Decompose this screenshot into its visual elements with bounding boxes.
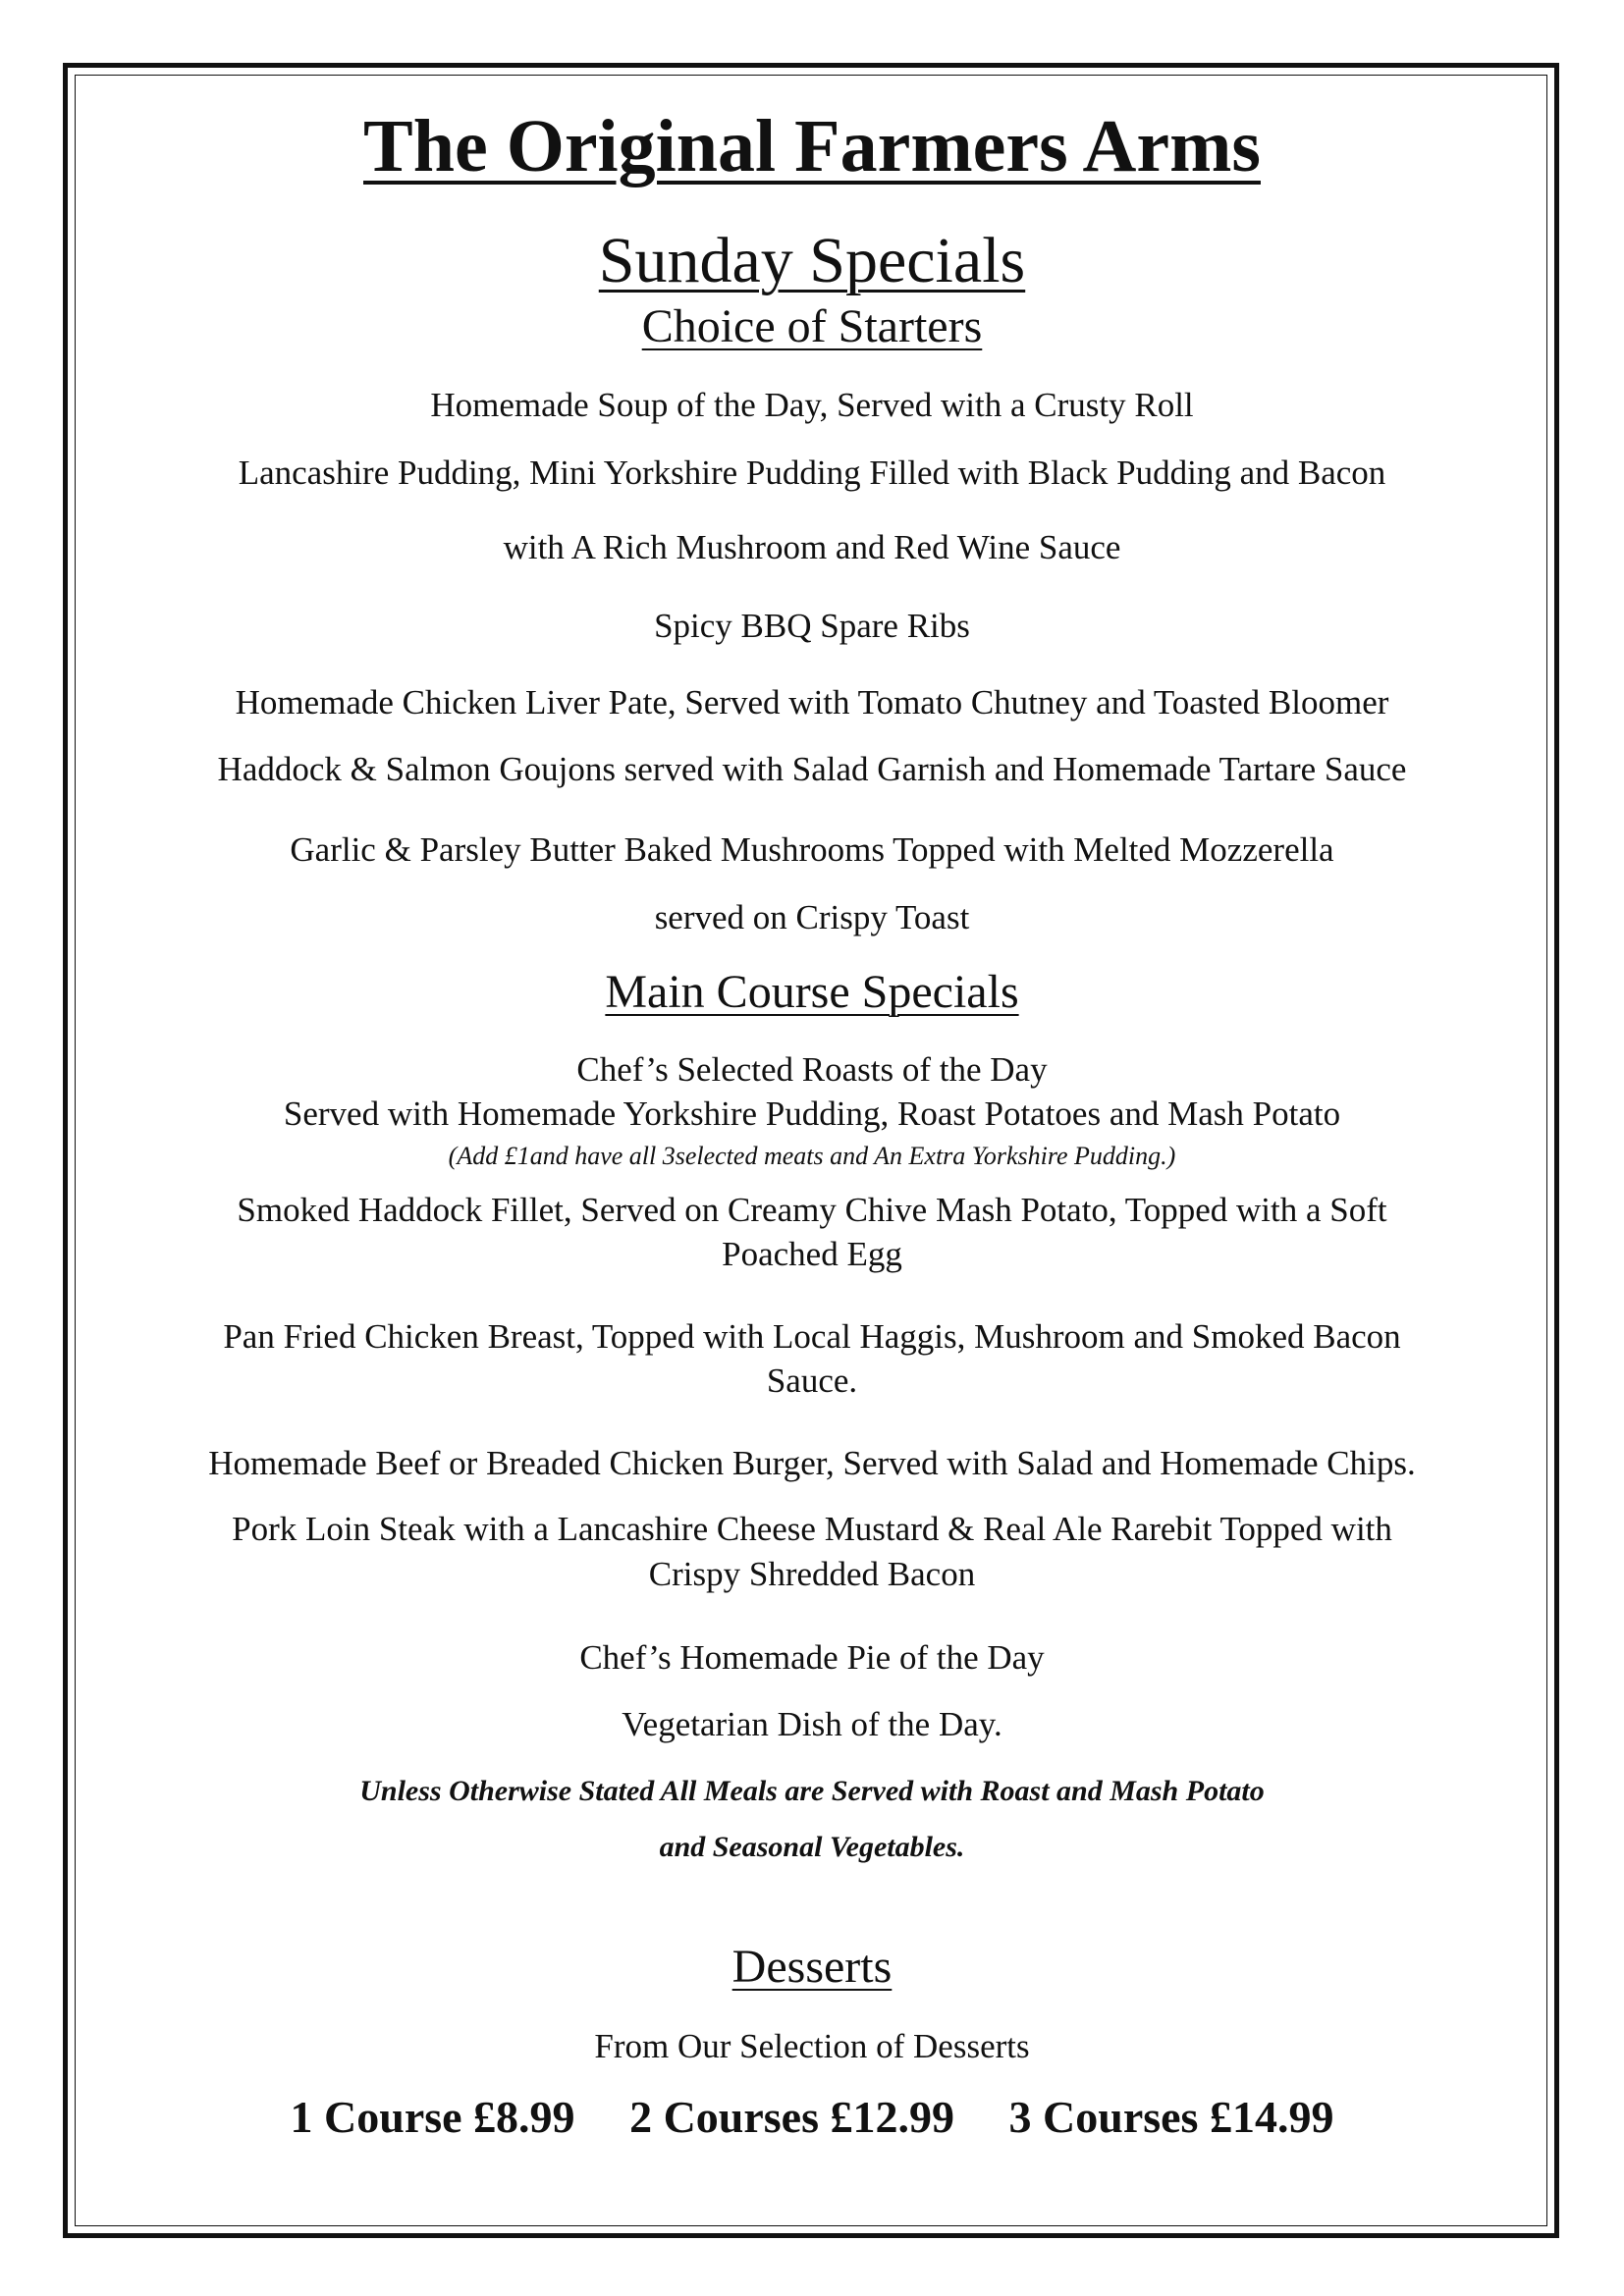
starter-line: Lancashire Pudding, Mini Yorkshire Pudding Filled with Black Pudding and Bacon — [238, 454, 1386, 492]
main-line: Chef’s Homemade Pie of the Day — [579, 1638, 1045, 1677]
starter-line: Haddock & Salmon Goujons served with Salad Garnish and Homemade Tartare Sauce — [217, 750, 1407, 788]
mains-heading: Main Course Specials — [605, 966, 1019, 1018]
main-line: Smoked Haddock Fillet, Served on Creamy Chive Mash Potato, Topped with a Soft — [237, 1191, 1387, 1229]
starter-line: Garlic & Parsley Butter Baked Mushrooms Topped with Melted Mozzerella — [290, 830, 1334, 869]
serving-note: Unless Otherwise Stated All Meals are Served with Roast and Mash Potato — [359, 1775, 1265, 1807]
starter-line: with A Rich Mushroom and Red Wine Sauce — [503, 528, 1121, 566]
price-one-course: 1 Course £8.99 — [290, 2092, 575, 2142]
roast-note: (Add £1and have all 3selected meats and An Extra Yorkshire Pudding.) — [448, 1142, 1176, 1170]
main-line: Pork Loin Steak with a Lancashire Cheese Mustard & Real Ale Rarebit Topped with — [232, 1510, 1392, 1548]
restaurant-title: The Original Farmers Arms — [363, 105, 1261, 187]
main-line: Vegetarian Dish of the Day. — [622, 1705, 1002, 1743]
main-line: Crispy Shredded Bacon — [648, 1555, 976, 1593]
price-row — [79, 2091, 1545, 2143]
main-line: Served with Homemade Yorkshire Pudding, Roast Potatoes and Mash Potato — [283, 1095, 1341, 1133]
main-line: Chef’s Selected Roasts of the Day — [576, 1050, 1048, 1089]
starter-line: Homemade Soup of the Day, Served with a Crusty Roll — [430, 386, 1194, 424]
main-line: Poached Egg — [722, 1235, 902, 1273]
starters-heading: Choice of Starters — [641, 300, 983, 352]
desserts-line: From Our Selection of Desserts — [594, 2027, 1030, 2065]
price-three-courses: 3 Courses £14.99 — [1008, 2092, 1334, 2142]
starter-line: Homemade Chicken Liver Pate, Served with Tomato Chutney and Toasted Bloomer — [235, 683, 1389, 721]
main-line: Homemade Beef or Breaded Chicken Burger, Served with Salad and Homemade Chips. — [208, 1444, 1416, 1482]
price-two-courses: 2 Courses £12.99 — [629, 2092, 955, 2142]
menu-heading: Sunday Specials — [598, 225, 1026, 296]
starter-line: Spicy BBQ Spare Ribs — [654, 607, 970, 645]
desserts-heading: Desserts — [731, 1941, 893, 1993]
main-line: Sauce. — [766, 1362, 858, 1400]
main-line: Pan Fried Chicken Breast, Topped with Local Haggis, Mushroom and Smoked Bacon — [223, 1317, 1401, 1356]
serving-note: and Seasonal Vegetables. — [659, 1831, 965, 1863]
starter-line: served on Crispy Toast — [654, 898, 970, 936]
